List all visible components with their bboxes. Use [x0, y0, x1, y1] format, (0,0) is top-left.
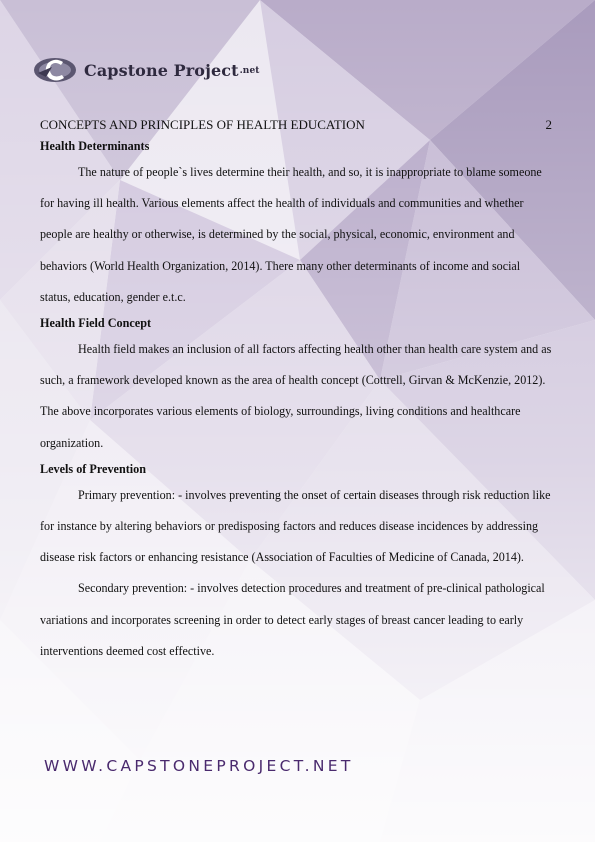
running-header [40, 117, 552, 133]
brand-logo[interactable] [32, 52, 260, 88]
paragraph-determinants: The nature of people`s lives determine their health, and so, it is inappropriate to blame someone for having ill health. Various elements affect the health of individuals and communities and whether people are healthy or otherwise, is determined by the social, physical, economic, environment and behaviors (World Health Organization, 2014). There many other determinants of income and social status, education, gender e.t.c. [40, 165, 542, 304]
heading-levels-of-prevention: Levels of Prevention [40, 461, 147, 476]
capstone-logo-icon [32, 53, 78, 87]
page-number: 2 [545, 117, 552, 132]
paragraph-secondary-prevention: Secondary prevention: - involves detection procedures and treatment of pre-clinical pathological variations and incorporates screening in order to detect early stages of breast cancer leading to early interventions deemed cost effective. [40, 581, 545, 658]
footer-url-link[interactable]: WWW.CAPSTONEPROJECT.NET [44, 757, 354, 775]
running-title: CONCEPTS AND PRINCIPLES OF HEALTH EDUCATION [40, 117, 365, 132]
paragraph-primary-prevention: Primary prevention: - involves preventing the onset of certain diseases through risk reduction like for instance by altering behaviors or predisposing factors and reduces disease incidences by addressing disease risk factors or enhancing resistance (Association of Faculties of Medicine of Canada, 2014). [40, 487, 551, 565]
paragraph-field-concept: Health field makes an inclusion of all factors affecting health other than health care system and as such, a framework developed known as the area of health concept (Cottrell, Girvan & McKenzie, 2012). The above incorporates various elements of biology, surroundings, living conditions and healthcare organization. [40, 342, 552, 450]
brand-name: Capstone Project [84, 60, 239, 80]
heading-health-field-concept: Health Field Concept [40, 316, 152, 331]
brand-tld: .net [239, 66, 260, 76]
document-body [40, 136, 553, 667]
heading-health-determinants: Health Determinants [40, 139, 150, 153]
